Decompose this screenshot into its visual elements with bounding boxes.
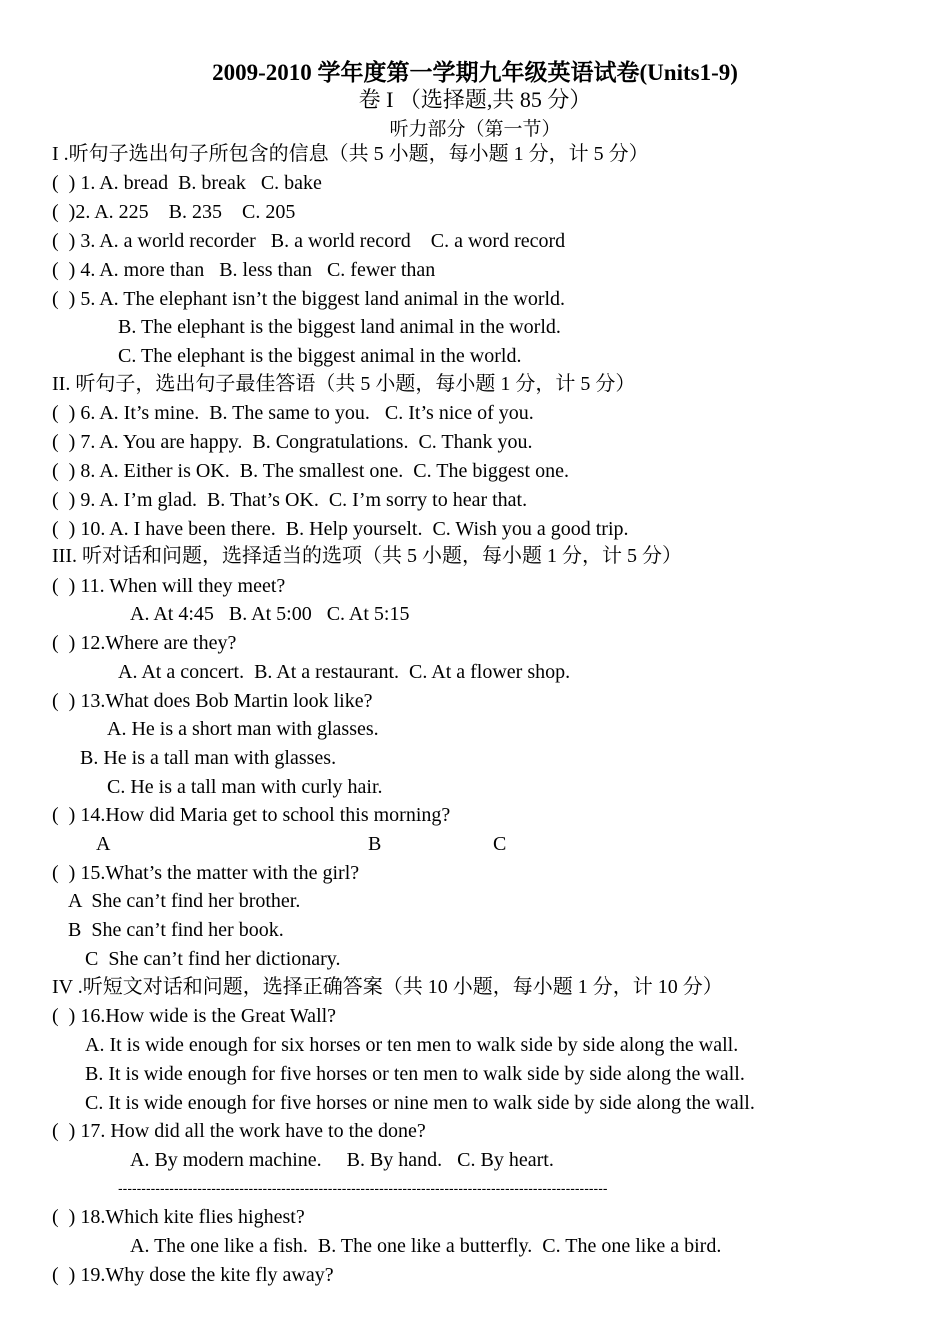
exam-title: 2009-2010 学年度第一学期九年级英语试卷(Units1-9) — [212, 60, 738, 85]
question-line: ( ) 14.How did Maria get to school this morning? — [52, 804, 451, 826]
section-heading: III. 听对话和问题，选择适当的选项（共 5 小题，每小题 1 分，计 5 分） — [52, 545, 682, 567]
question-line: ( ) 15.What’s the matter with the girl? — [52, 862, 360, 884]
question-line: ( ) 19.Why dose the kite fly away? — [52, 1264, 334, 1286]
question-line: ( ) 18.Which kite flies highest? — [52, 1206, 305, 1228]
option-line: A She can’t find her brother. — [68, 890, 301, 912]
option-line: A. At 4:45 B. At 5:00 C. At 5:15 — [130, 603, 410, 625]
section-heading: II. 听句子，选出句子最佳答语（共 5 小题，每小题 1 分，计 5 分） — [52, 373, 636, 395]
option-line: A. By modern machine. B. By hand. C. By heart. — [130, 1149, 554, 1171]
question-line: ( ) 11. When will they meet? — [52, 575, 286, 597]
exam-part-label: 听力部分（第一节） — [389, 118, 561, 140]
question-line: ( ) 12.Where are they? — [52, 632, 237, 654]
option-line: A. It is wide enough for six horses or ten men to walk side by side along the wall. — [85, 1034, 739, 1056]
question-line: ( ) 5. A. The elephant isn’t the biggest land animal in the world. — [52, 288, 566, 310]
section-heading: I .听句子选出句子所包含的信息（共 5 小题，每小题 1 分，计 5 分） — [52, 143, 649, 165]
dashed-separator: --------------------------------------------------------------------------------------------------------- — [118, 1180, 608, 1196]
question-line: ( ) 10. A. I have been there. B. Help yourselt. C. Wish you a good trip. — [52, 518, 629, 540]
option-label-c: C — [493, 833, 507, 855]
option-line: A. He is a short man with glasses. — [107, 718, 379, 740]
question-line: ( ) 1. A. bread B. break C. bake — [52, 172, 322, 194]
question-line: ( )2. A. 225 B. 235 C. 205 — [52, 201, 296, 223]
option-label-a: A — [96, 833, 111, 855]
option-line: B She can’t find her book. — [68, 919, 284, 941]
option-line: C. He is a tall man with curly hair. — [107, 776, 383, 798]
option-line: C. It is wide enough for five horses or nine men to walk side by side along the wall. — [85, 1092, 755, 1114]
option-line: B. It is wide enough for five horses or ten men to walk side by side along the wall. — [85, 1063, 745, 1085]
question-line: ( ) 16.How wide is the Great Wall? — [52, 1005, 337, 1027]
option-line: C. The elephant is the biggest animal in the world. — [118, 345, 522, 367]
question-line: ( ) 8. A. Either is OK. B. The smallest one. C. The biggest one. — [52, 460, 569, 482]
question-line: ( ) 6. A. It’s mine. B. The same to you. C. It’s nice of you. — [52, 402, 534, 424]
question-line: ( ) 9. A. I’m glad. B. That’s OK. C. I’m sorry to hear that. — [52, 489, 528, 511]
option-line: B. The elephant is the biggest land animal in the world. — [118, 316, 561, 338]
question-line: ( ) 4. A. more than B. less than C. fewer than — [52, 259, 436, 281]
option-line: A. At a concert. B. At a restaurant. C. At a flower shop. — [118, 661, 571, 683]
question-line: ( ) 13.What does Bob Martin look like? — [52, 690, 373, 712]
option-line: C She can’t find her dictionary. — [85, 948, 341, 970]
question-line: ( ) 17. How did all the work have to the done? — [52, 1120, 426, 1142]
option-label-b: B — [368, 833, 382, 855]
question-line: ( ) 3. A. a world recorder B. a world record C. a word record — [52, 230, 566, 252]
exam-subtitle: 卷 I （选择题,共 85 分） — [358, 87, 592, 112]
question-line: ( ) 7. A. You are happy. B. Congratulations. C. Thank you. — [52, 431, 533, 453]
section-heading: IV .听短文对话和问题，选择正确答案（共 10 小题，每小题 1 分，计 10 分） — [52, 976, 723, 998]
option-line: B. He is a tall man with glasses. — [80, 747, 337, 769]
option-line: A. The one like a fish. B. The one like a butterfly. C. The one like a bird. — [130, 1235, 722, 1257]
